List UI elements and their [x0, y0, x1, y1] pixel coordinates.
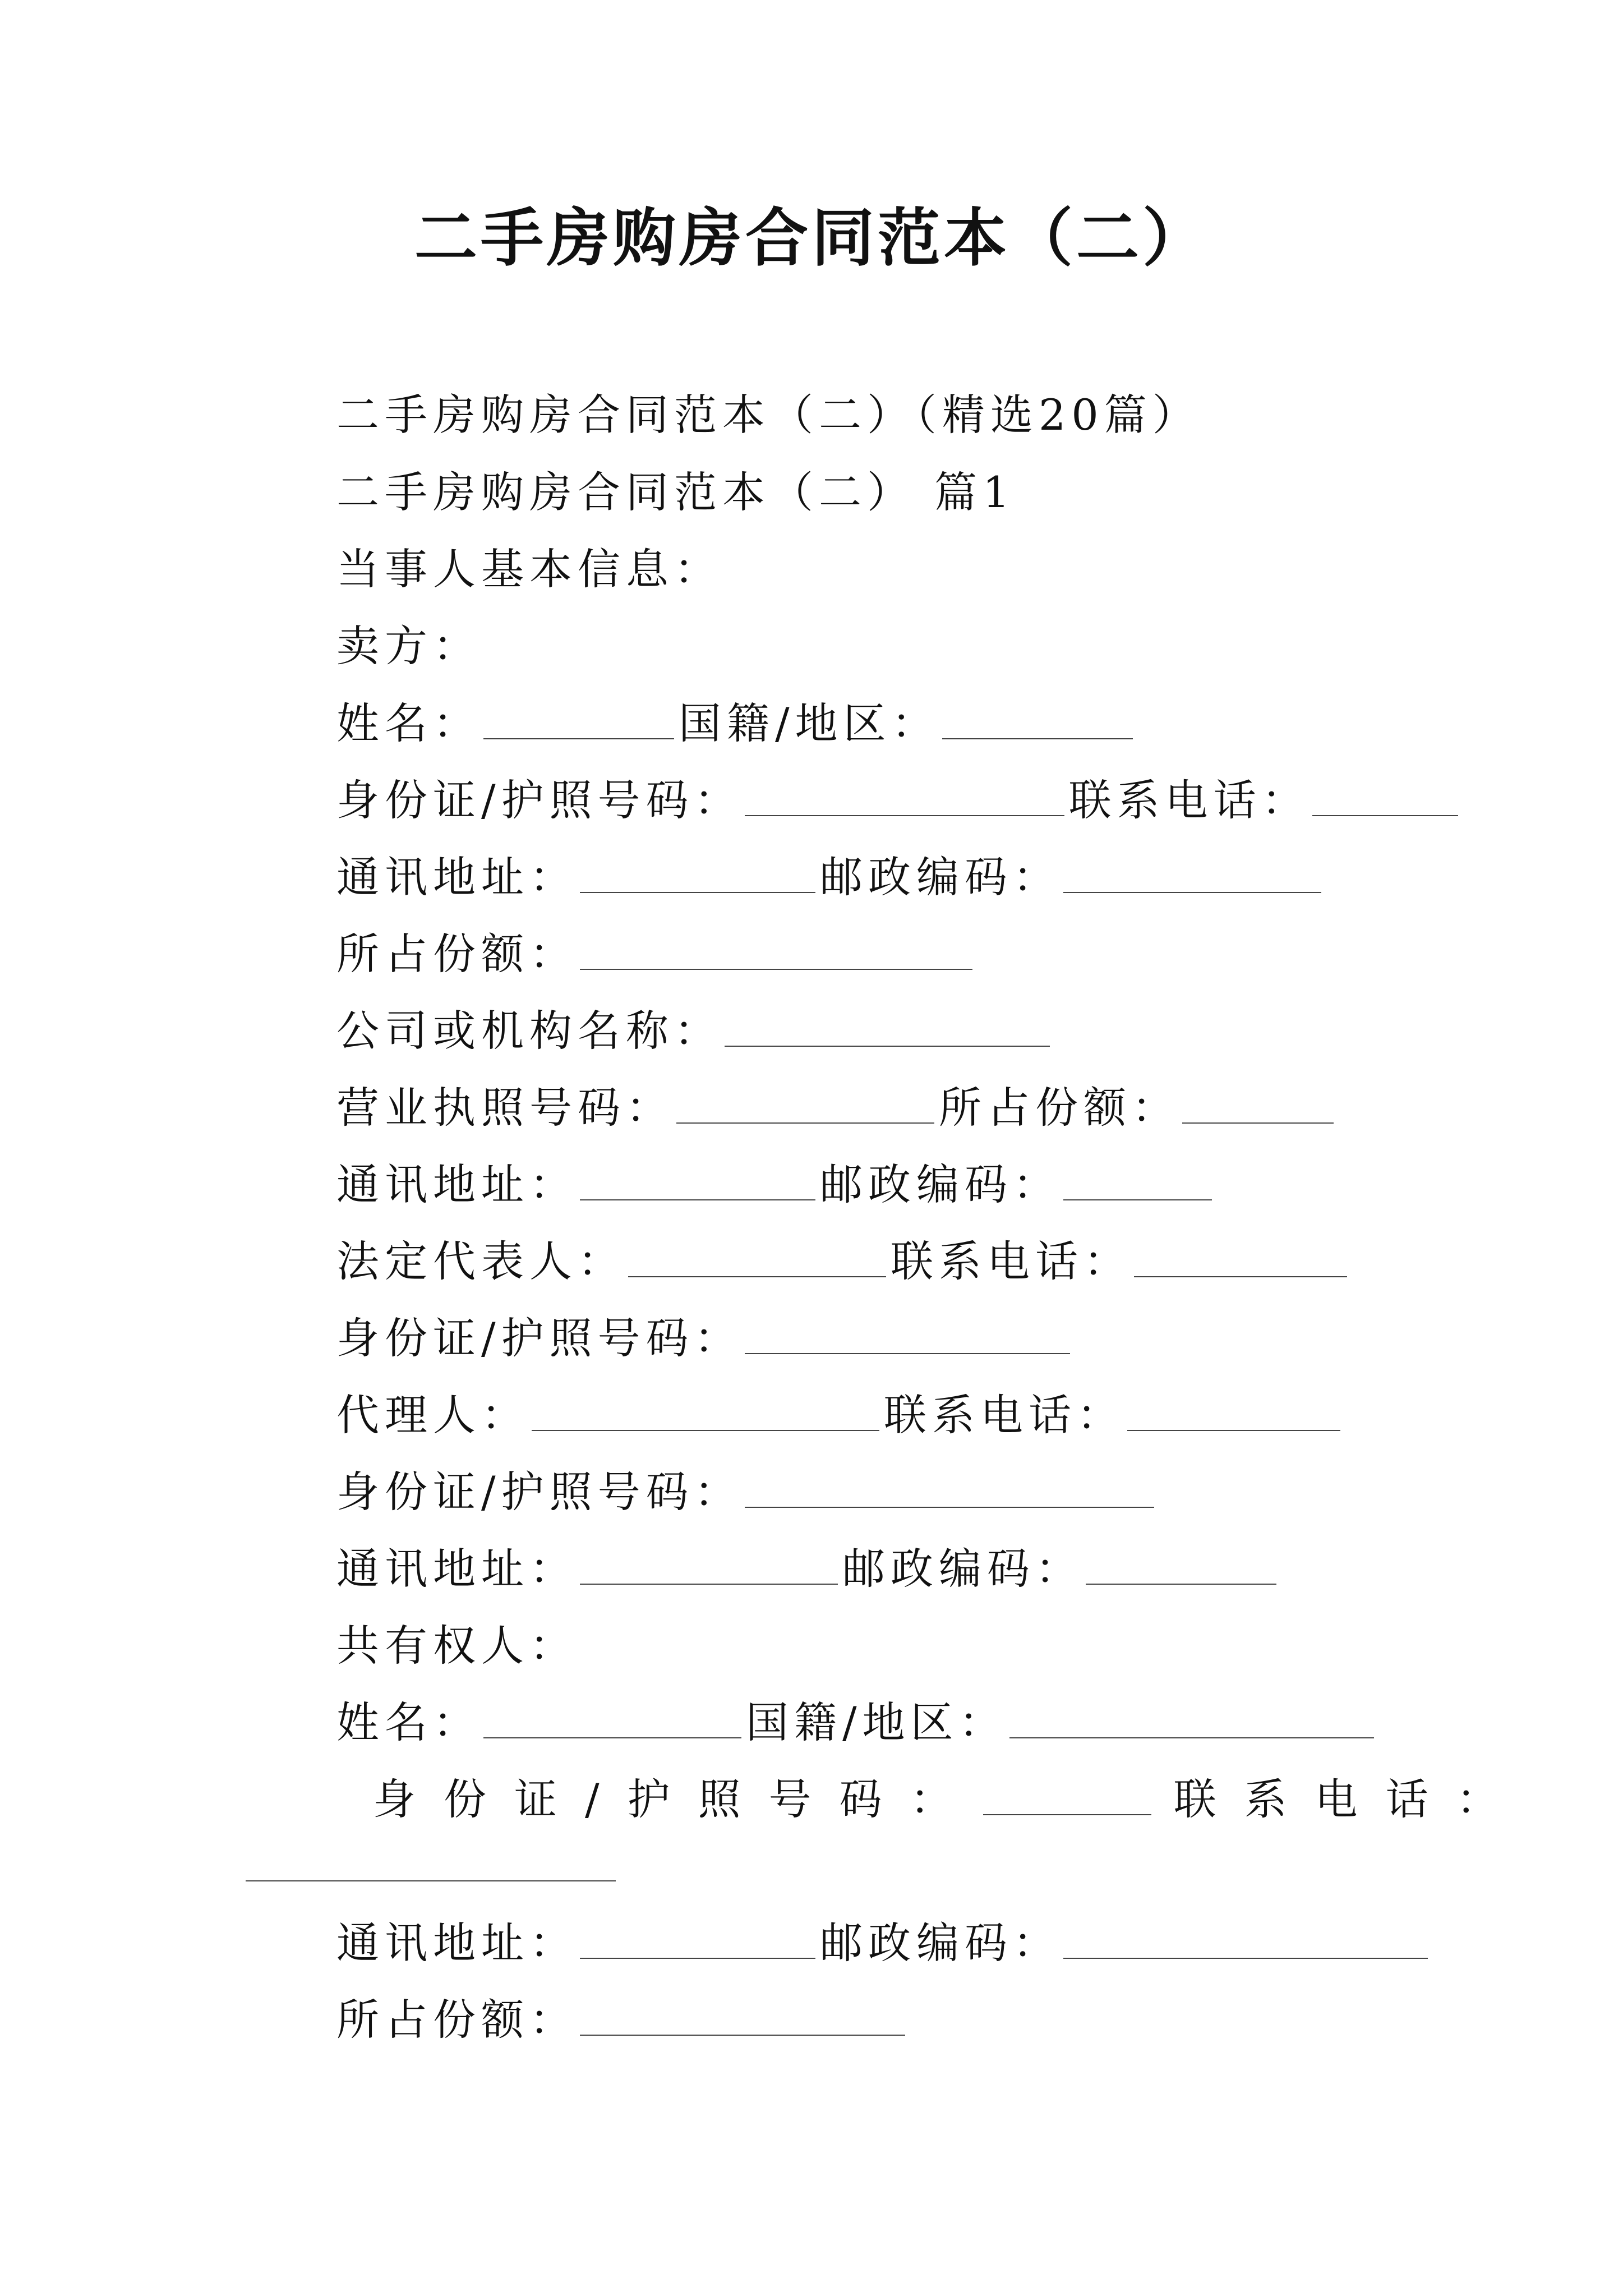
co-owner-id-row: [373, 1766, 1527, 1833]
share-blank[interactable]: [1182, 1074, 1334, 1124]
co-owner-share-row: [336, 1986, 910, 2054]
nationality-label: 国籍/地区：: [679, 698, 940, 748]
party-info-heading: 当事人基本信息：: [336, 544, 722, 594]
address-label: 通讯地址：: [336, 1159, 578, 1209]
business-license-label: 营业执照号码：: [336, 1083, 674, 1133]
address-label: 通讯地址：: [336, 1918, 578, 1968]
name-label: 姓名：: [336, 1697, 481, 1747]
address-label: 通讯地址：: [336, 852, 578, 902]
address-blank[interactable]: [580, 1151, 815, 1200]
agent-row: [336, 1382, 1345, 1449]
company-address-row: [336, 1151, 1216, 1218]
share-blank[interactable]: [580, 921, 972, 970]
postcode-blank[interactable]: [1063, 844, 1321, 893]
agent-label: 代理人：: [336, 1390, 529, 1440]
name-label: 姓名：: [336, 698, 481, 748]
postcode-blank[interactable]: [1063, 1910, 1428, 1959]
legal-rep-row: [336, 1228, 1352, 1295]
seller-id-row: [336, 767, 1463, 834]
id-passport-blank[interactable]: [745, 1305, 1070, 1354]
company-name-blank[interactable]: [725, 997, 1050, 1047]
seller-name-row: [336, 690, 1137, 757]
nationality-blank[interactable]: [1009, 1689, 1374, 1738]
postcode-label: 邮政编码：: [820, 852, 1061, 902]
id-passport-blank[interactable]: [745, 1458, 1154, 1508]
phone-blank[interactable]: [1312, 767, 1458, 816]
phone-blank[interactable]: [1127, 1382, 1340, 1431]
co-owner-name-row: [336, 1689, 1378, 1756]
postcode-blank[interactable]: [1086, 1535, 1276, 1585]
id-passport-label: 身份证/护照号码：: [373, 1774, 981, 1824]
company-name-label: 公司或机构名称：: [336, 1006, 722, 1056]
address-blank[interactable]: [580, 844, 815, 893]
seller-heading: 卖方：: [336, 621, 481, 671]
legal-rep-label: 法定代表人：: [336, 1236, 626, 1286]
share-label: 所占份额：: [939, 1083, 1180, 1133]
phone-label: 联系电话：: [884, 1390, 1125, 1440]
business-license-blank[interactable]: [676, 1074, 934, 1124]
address-blank[interactable]: [580, 1535, 838, 1585]
share-label: 所占份额：: [336, 1995, 578, 2045]
co-owner-heading: 共有权人：: [336, 1621, 578, 1671]
share-label: 所占份额：: [336, 929, 578, 979]
phone-label: 联系电话：: [1068, 775, 1310, 825]
company-name-row: [336, 997, 1054, 1065]
id-passport-blank[interactable]: [745, 767, 1064, 816]
phone-blank[interactable]: [1134, 1228, 1347, 1277]
name-blank[interactable]: [483, 1689, 741, 1738]
legal-rep-blank[interactable]: [628, 1228, 886, 1277]
address-blank[interactable]: [580, 1910, 815, 1959]
id-passport-blank[interactable]: [983, 1766, 1151, 1815]
legal-rep-id-row: [336, 1305, 1075, 1372]
co-owner-address-row: [336, 1910, 1432, 1977]
postcode-label: 邮政编码：: [820, 1159, 1061, 1209]
agent-blank[interactable]: [532, 1382, 879, 1431]
postcode-label: 邮政编码：: [842, 1544, 1083, 1594]
phone-label: 联系电话：: [1173, 1774, 1527, 1824]
document-title: 二手房购房合同范本（二）: [414, 201, 1209, 275]
document-subtitle: 二手房购房合同范本（二）（精选20篇）: [336, 390, 1201, 440]
business-license-row: [336, 1074, 1338, 1142]
agent-address-row: [336, 1535, 1281, 1603]
postcode-label: 邮政编码：: [820, 1918, 1061, 1968]
id-passport-label: 身份证/护照号码：: [336, 775, 743, 825]
id-passport-label: 身份证/护照号码：: [336, 1467, 743, 1517]
postcode-blank[interactable]: [1063, 1151, 1212, 1200]
agent-id-row: [336, 1458, 1159, 1526]
phone-label: 联系电话：: [891, 1236, 1132, 1286]
seller-share-row: [336, 921, 977, 988]
phone-blank[interactable]: [246, 1880, 616, 1881]
seller-address-row: [336, 844, 1326, 911]
nationality-label: 国籍/地区：: [746, 1697, 1007, 1747]
name-blank[interactable]: [483, 690, 674, 739]
nationality-blank[interactable]: [942, 690, 1133, 739]
address-label: 通讯地址：: [336, 1544, 578, 1594]
section-heading: 二手房购房合同范本（二） 篇1: [336, 467, 1016, 517]
id-passport-label: 身份证/护照号码：: [336, 1313, 743, 1363]
share-blank[interactable]: [580, 1986, 905, 2036]
